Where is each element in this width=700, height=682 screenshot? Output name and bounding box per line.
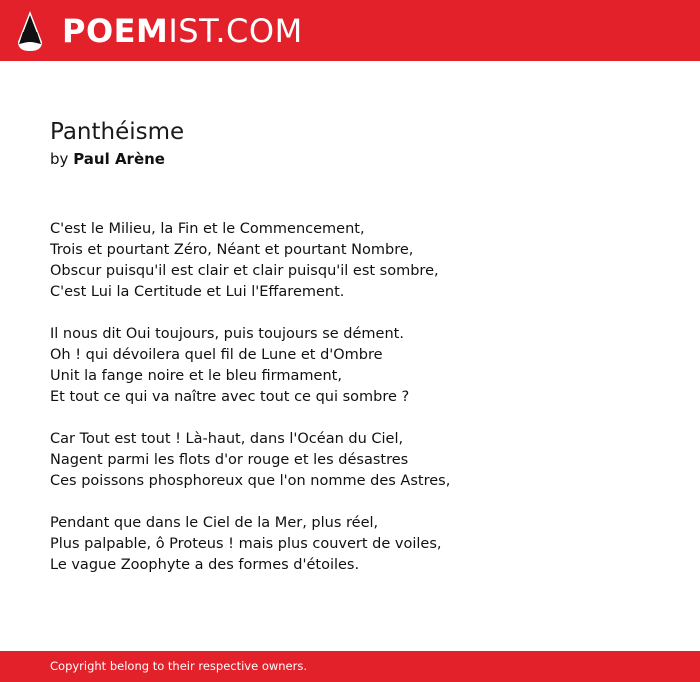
poem-line: Le vague Zoophyte a des formes d'étoiles. — [50, 557, 360, 573]
poem-line: C'est le Milieu, la Fin et le Commencement, — [50, 221, 365, 237]
poem-line: Oh ! qui dévoilera quel fil de Lune et d'Ombre — [50, 347, 383, 363]
poem-line: C'est Lui la Certitude et Lui l'Effarement. — [50, 284, 345, 300]
poem-line: Unit la fange noire et le bleu firmament, — [50, 368, 342, 384]
poem-line: Obscur puisqu'il est clair et clair puisqu'il est sombre, — [50, 263, 439, 279]
site-logo[interactable] — [62, 10, 303, 52]
poem-line: Nagent parmi les flots d'or rouge et les désastres — [50, 452, 409, 468]
pencil-tip-icon[interactable] — [17, 10, 43, 52]
stanza — [50, 324, 670, 408]
poem-title: Panthéisme — [50, 119, 185, 145]
poem-line: Trois et pourtant Zéro, Néant et pourtant Nombre, — [50, 242, 414, 258]
poem-author: Paul Arène — [73, 150, 165, 168]
poem-line: Car Tout est tout ! Là-haut, dans l'Océan du Ciel, — [50, 431, 404, 447]
poem-line: Ces poissons phosphoreux que l'on nomme des Astres, — [50, 473, 451, 489]
poem-line: Plus palpable, ô Proteus ! mais plus couvert de voiles, — [50, 536, 442, 552]
stanza — [50, 219, 670, 303]
logo-light-text: IST.COM — [168, 12, 303, 50]
stanza — [50, 513, 670, 576]
by-label: by — [50, 150, 69, 168]
poem-byline — [50, 148, 165, 170]
stanza — [50, 429, 670, 492]
poem-line: Et tout ce qui va naître avec tout ce qui sombre ? — [50, 389, 410, 405]
site-footer — [0, 651, 700, 682]
logo-bold-text: POEM — [62, 12, 169, 50]
copyright-text: Copyright belong to their respective owners. — [50, 659, 308, 673]
site-header — [0, 0, 700, 61]
poem-line: Il nous dit Oui toujours, puis toujours se dément. — [50, 326, 404, 342]
poem-line: Pendant que dans le Ciel de la Mer, plus réel, — [50, 515, 379, 531]
poem-body — [50, 219, 670, 597]
